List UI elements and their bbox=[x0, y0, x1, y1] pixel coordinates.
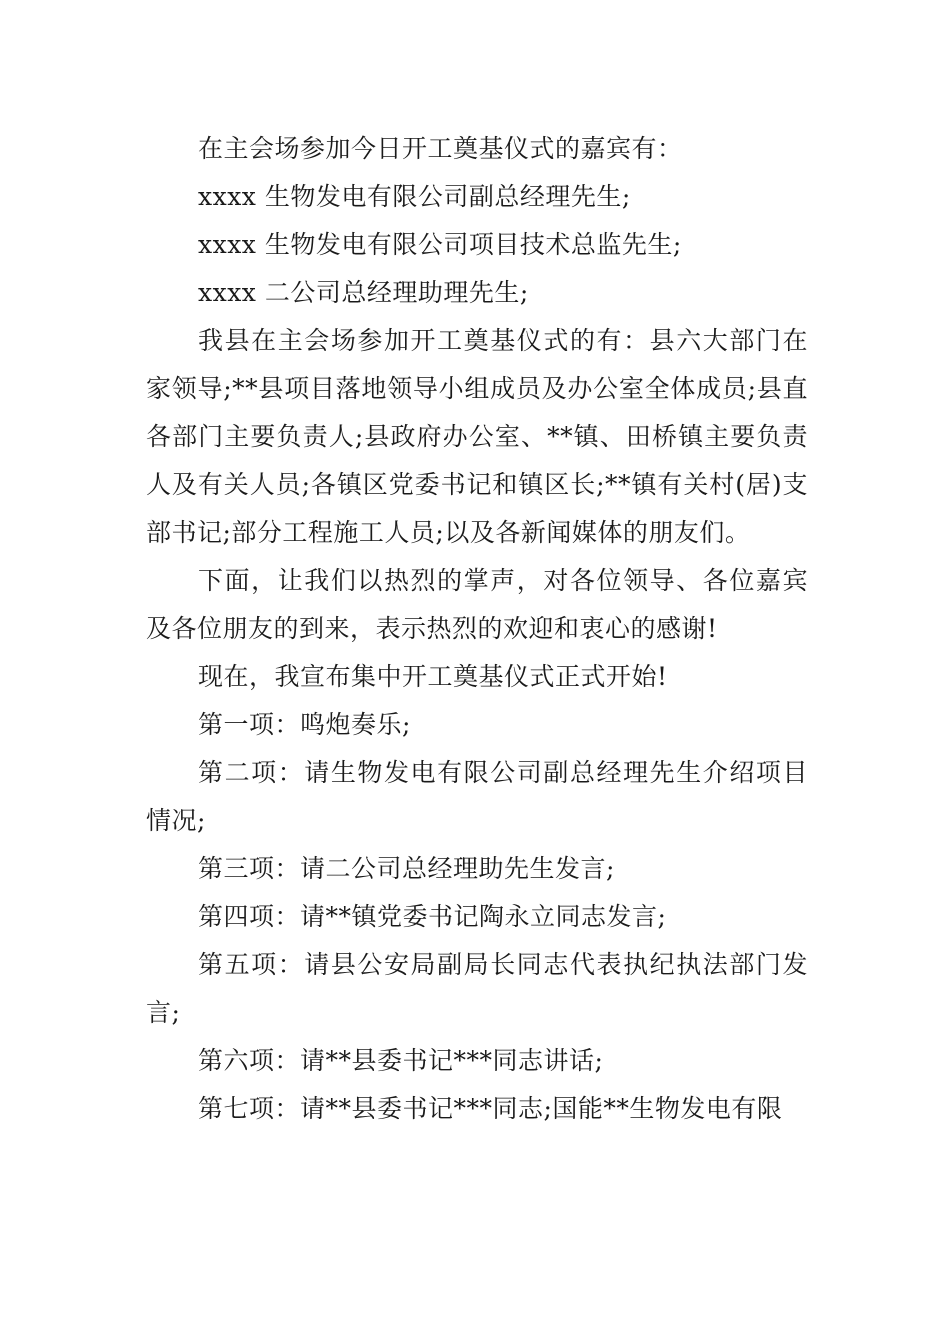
paragraph-item-3: 第三项：请二公司总经理助先生发言; bbox=[198, 854, 615, 883]
document-body bbox=[146, 125, 808, 1133]
paragraph-item-5: 第五项：请县公安局副局长同志代表执纪执法部门发言; bbox=[146, 950, 808, 1027]
paragraph-guest-3: xxxx 二公司总经理助理先生; bbox=[198, 278, 529, 307]
paragraph-guest-1: xxxx 生物发电有限公司副总经理先生; bbox=[198, 182, 631, 211]
paragraph-welcome: 下面，让我们以热烈的掌声，对各位领导、各位嘉宾及各位朋友的到来，表示热烈的欢迎和衷心的感谢! bbox=[146, 566, 808, 643]
paragraph-item-2: 第二项：请生物发电有限公司副总经理先生介绍项目情况; bbox=[146, 758, 808, 835]
paragraph-county-attendees: 我县在主会场参加开工奠基仪式的有：县六大部门在家领导;**县项目落地领导小组成员及办公室全体成员;县直各部门主要负责人;县政府办公室、**镇、田桥镇主要负责人及有关人员;各镇区党委书记和镇区长;**镇有关村(居)支部书记;部分工程施工人员;以及各新闻媒体的朋友们。 bbox=[146, 326, 808, 547]
paragraph-announce-start: 现在，我宣布集中开工奠基仪式正式开始! bbox=[198, 662, 668, 691]
paragraph-item-6: 第六项：请**县委书记***同志讲话; bbox=[198, 1046, 604, 1075]
paragraph-item-1: 第一项：鸣炮奏乐; bbox=[198, 710, 411, 739]
paragraph-item-7: 第七项：请**县委书记***同志;国能**生物发电有限 bbox=[198, 1094, 783, 1123]
paragraph-guest-2: xxxx 生物发电有限公司项目技术总监先生; bbox=[198, 230, 682, 259]
paragraph-guests-intro: 在主会场参加今日开工奠基仪式的嘉宾有： bbox=[198, 134, 683, 163]
paragraph-item-4: 第四项：请**镇党委书记陶永立同志发言; bbox=[198, 902, 667, 931]
